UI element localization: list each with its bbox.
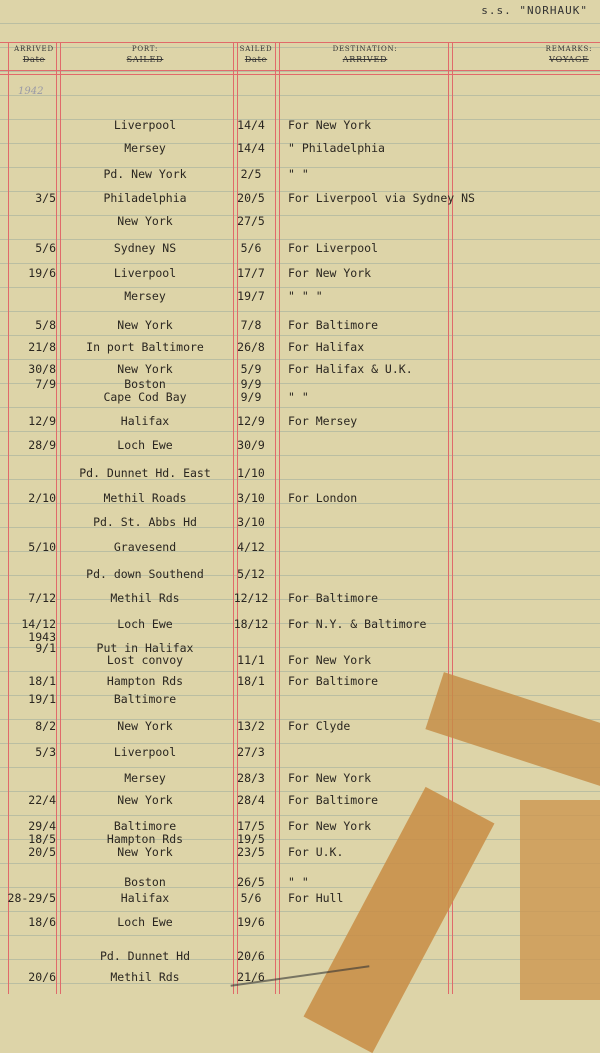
row-arrived-cell: 8/2 (35, 719, 56, 733)
row-port-cell: Loch Ewe (117, 617, 173, 631)
row-sailed-cell: 17/5 (237, 819, 265, 833)
row-port-cell: In port Baltimore (86, 340, 204, 354)
row-destination-cell: For Liverpool (288, 241, 379, 255)
row-port-cell: Halifax (120, 891, 170, 905)
row-sailed-cell: 5/9 (240, 362, 262, 376)
row-port-cell: New York (117, 214, 173, 228)
row-arrived-cell: 12/9 (28, 414, 56, 428)
row-sailed-cell: 2/5 (240, 167, 262, 181)
row-port-cell: New York (117, 719, 173, 733)
row-sailed-cell: 11/1 (237, 653, 265, 667)
row-port-cell: Halifax (120, 414, 170, 428)
row-sailed-cell: 21/6 (237, 970, 265, 984)
row-sailed-cell: 3/10 (237, 515, 265, 529)
row-sailed-cell: 28/4 (237, 793, 265, 807)
row-sailed-cell: 18/1 (237, 674, 265, 688)
row-destination-cell: " " " (288, 289, 323, 303)
row-sailed-cell: 27/3 (237, 745, 265, 759)
row-port-cell: Pd. Dunnet Hd. East (79, 466, 211, 480)
row-destination-cell: For New York (288, 653, 372, 667)
header-destination-sub: ARRIVED (342, 55, 388, 64)
row-sailed-cell: 4/12 (237, 540, 265, 554)
header-remarks-label: REMARKS: (545, 45, 593, 53)
row-destination-cell: For Clyde (288, 719, 351, 733)
row-destination-cell: For Baltimore (288, 591, 379, 605)
row-arrived-cell: 19/1 (28, 692, 56, 706)
row-port-cell: Hampton Rds (106, 674, 184, 688)
row-port-cell: Philadelphia (103, 191, 187, 205)
row-port-cell: Lost convoy (106, 653, 184, 667)
row-destination-cell: For New York (288, 771, 372, 785)
row-sailed-cell: 5/12 (237, 567, 265, 581)
row-sailed-cell: 12/12 (233, 591, 269, 605)
row-arrived-cell: 22/4 (28, 793, 56, 807)
row-destination-cell: For Liverpool via Sydney NS (288, 191, 475, 205)
header-sailed-sub: Date (244, 55, 268, 64)
row-destination-cell: For New York (288, 118, 372, 132)
row-destination-cell: For New York (288, 819, 372, 833)
row-destination-cell: For Baltimore (288, 674, 379, 688)
row-sailed-cell: 19/6 (237, 915, 265, 929)
row-port-cell: Mersey (124, 141, 166, 155)
row-destination-cell: For Halifax (288, 340, 365, 354)
row-port-cell: New York (117, 362, 173, 376)
row-sailed-cell: 27/5 (237, 214, 265, 228)
header-sailed (236, 45, 276, 64)
row-arrived-cell: 18/5 (28, 832, 56, 846)
row-arrived-cell: 28/9 (28, 438, 56, 452)
row-arrived-cell: 18/6 (28, 915, 56, 929)
row-sailed-cell: 20/5 (237, 191, 265, 205)
row-sailed-cell: 7/8 (240, 318, 262, 332)
row-port-cell: Mersey (124, 771, 166, 785)
row-port-cell: New York (117, 845, 173, 859)
row-arrived-cell: 5/6 (35, 241, 56, 255)
header-arrived (10, 45, 58, 64)
header-port (60, 45, 230, 64)
row-arrived-cell: 30/8 (28, 362, 56, 376)
row-port-cell: Pd. New York (103, 167, 187, 181)
row-port-cell: Mersey (124, 289, 166, 303)
row-port-cell: Put in Halifax (96, 641, 194, 655)
row-port-cell: Sydney NS (113, 241, 177, 255)
row-arrived-cell: 14/12 (21, 617, 56, 631)
header-sailed-label: SAILED (239, 45, 273, 53)
row-arrived-cell: 5/3 (35, 745, 56, 759)
row-arrived-cell: 20/6 (28, 970, 56, 984)
row-sailed-cell: 13/2 (237, 719, 265, 733)
row-sailed-cell: 19/7 (237, 289, 265, 303)
header-rule (0, 70, 600, 75)
row-arrived-cell: 29/4 (28, 819, 56, 833)
tape-strip (520, 800, 600, 1000)
row-destination-cell: " Philadelphia (288, 141, 385, 155)
row-port-cell: Pd. St. Abbs Hd (93, 515, 197, 529)
row-port-cell: Loch Ewe (117, 915, 173, 929)
row-sailed-cell: 5/6 (240, 891, 262, 905)
row-port-cell: Baltimore (113, 692, 177, 706)
row-arrived-cell: 9/1 (35, 641, 56, 655)
row-arrived-cell: 5/8 (35, 318, 56, 332)
header-remarks (540, 45, 598, 64)
ship-title: s.s. "NORHAUK" (481, 4, 588, 17)
header-destination (280, 45, 450, 64)
row-sailed-cell: 9/9 (240, 390, 262, 404)
row-sailed-cell: 19/5 (237, 832, 265, 846)
row-arrived-cell: 5/10 (28, 540, 56, 554)
row-arrived-cell: 3/5 (35, 191, 56, 205)
row-port-cell: New York (117, 318, 173, 332)
row-arrived-cell: 28-29/5 (7, 891, 56, 905)
row-sailed-cell: 26/8 (237, 340, 265, 354)
row-port-cell: Hampton Rds (106, 832, 184, 846)
row-destination-cell: For Baltimore (288, 318, 379, 332)
header-remarks-sub: VOYAGE (549, 55, 589, 64)
header-port-sub: SAILED (126, 55, 164, 64)
row-destination-cell: For Mersey (288, 414, 358, 428)
header-arrived-sub: Date (22, 55, 46, 64)
row-port-cell: Methil Rds (110, 591, 180, 605)
top-rule (0, 42, 600, 43)
row-port-cell: Pd. down Southend (86, 567, 204, 581)
row-arrived-cell: 2/10 (28, 491, 56, 505)
row-port-cell: Cape Cod Bay (103, 390, 187, 404)
row-port-cell: Methil Roads (103, 491, 187, 505)
row-arrived-cell: 19/6 (28, 266, 56, 280)
row-port-cell: Methil Rds (110, 970, 180, 984)
row-destination-cell: For Hull (288, 891, 344, 905)
row-destination-cell: " " (288, 875, 309, 889)
header-destination-label: DESTINATION: (332, 45, 398, 53)
header-arrived-label: ARRIVED (14, 45, 54, 53)
row-sailed-cell: 14/4 (237, 118, 265, 132)
row-port-cell: Liverpool (113, 118, 177, 132)
row-sailed-cell: 18/12 (233, 617, 269, 631)
row-sailed-cell: 30/9 (237, 438, 265, 452)
row-arrived-cell: 21/8 (28, 340, 56, 354)
row-destination-cell: " " (288, 390, 309, 404)
row-arrived-cell: 1943 (28, 630, 56, 644)
year-note: 1942 (18, 86, 44, 97)
row-port-cell: Pd. Dunnet Hd (99, 949, 190, 963)
row-destination-cell: " " (288, 167, 309, 181)
row-destination-cell: For London (288, 491, 358, 505)
row-sailed-cell: 14/4 (237, 141, 265, 155)
row-port-cell: Baltimore (113, 819, 177, 833)
row-sailed-cell: 17/7 (237, 266, 265, 280)
row-destination-cell: For Baltimore (288, 793, 379, 807)
row-arrived-cell: 7/9 (35, 377, 56, 391)
row-destination-cell: For New York (288, 266, 372, 280)
header-port-label: PORT: (131, 45, 159, 53)
row-sailed-cell: 20/6 (237, 949, 265, 963)
row-port-cell: New York (117, 793, 173, 807)
row-arrived-cell: 18/1 (28, 674, 56, 688)
row-destination-cell: For N.Y. & Baltimore (288, 617, 427, 631)
row-arrived-cell: 20/5 (28, 845, 56, 859)
row-arrived-cell: 7/12 (28, 591, 56, 605)
row-port-cell: Gravesend (113, 540, 177, 554)
row-destination-cell: For Halifax & U.K. (288, 362, 413, 376)
row-sailed-cell: 5/6 (240, 241, 262, 255)
row-sailed-cell: 3/10 (237, 491, 265, 505)
row-destination-cell: For U.K. (288, 845, 344, 859)
row-sailed-cell: 28/3 (237, 771, 265, 785)
row-port-cell: Loch Ewe (117, 438, 173, 452)
row-sailed-cell: 1/10 (237, 466, 265, 480)
row-port-cell: Liverpool (113, 266, 177, 280)
row-sailed-cell: 23/5 (237, 845, 265, 859)
row-port-cell: Boston (124, 875, 166, 889)
row-port-cell: Boston (124, 377, 166, 391)
row-port-cell: Liverpool (113, 745, 177, 759)
row-sailed-cell: 9/9 (240, 377, 262, 391)
row-sailed-cell: 26/5 (237, 875, 265, 889)
row-sailed-cell: 12/9 (237, 414, 265, 428)
